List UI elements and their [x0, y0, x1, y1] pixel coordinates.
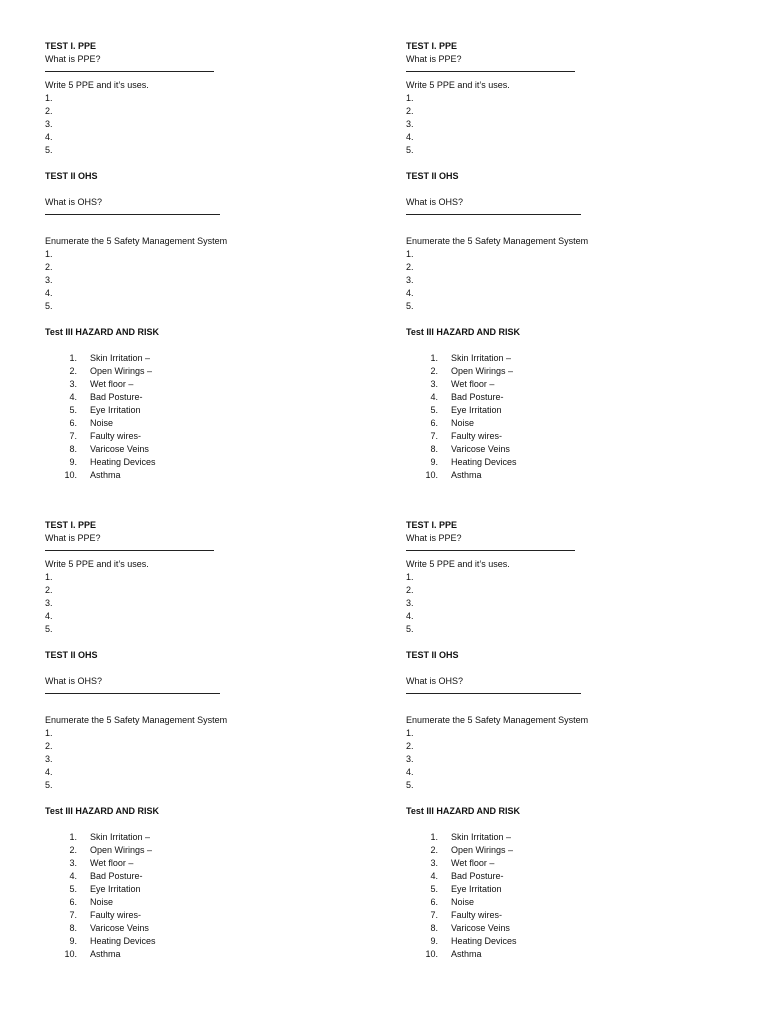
list-number: 4.: [406, 611, 414, 621]
answer-line-ppe: [406, 545, 736, 558]
hazard-item: [406, 844, 736, 857]
hazard-item: [45, 443, 375, 456]
hazard-text: Bad Posture-: [451, 392, 504, 402]
answer-line-ohs: [406, 209, 736, 222]
hazard-number: 1.: [430, 353, 438, 363]
spacer: [406, 183, 736, 196]
hazard-number: 7.: [69, 431, 77, 441]
hazard-text: Open Wirings –: [451, 845, 514, 855]
spacer: [406, 701, 736, 714]
list-number: 1.: [406, 572, 414, 582]
hazard-number: 8.: [69, 923, 77, 933]
hazard-item: [45, 896, 375, 909]
list-number: 5.: [406, 301, 414, 311]
list-number: 3.: [45, 598, 53, 608]
question-what-is-ppe: What is PPE?: [406, 533, 462, 543]
hazard-number: 6.: [430, 418, 438, 428]
hazard-text: Eye Irritation: [451, 884, 502, 894]
hazard-item: [406, 365, 736, 378]
hazard-item: [406, 378, 736, 391]
hazard-item: [45, 430, 375, 443]
hazard-text: Skin Irritation –: [451, 353, 512, 363]
list-number: 4.: [406, 288, 414, 298]
hazard-item: [406, 896, 736, 909]
list-number: 2.: [45, 262, 53, 272]
hazard-text: Bad Posture-: [90, 392, 143, 402]
hazard-number: 7.: [69, 910, 77, 920]
hazard-item: [406, 391, 736, 404]
hazard-text: Varicose Veins: [451, 444, 510, 454]
hazard-number: 4.: [69, 392, 77, 402]
list-number: 1.: [45, 572, 53, 582]
hazard-text: Skin Irritation –: [451, 832, 512, 842]
spacer: [406, 313, 736, 326]
spacer: [45, 339, 375, 352]
hazard-text: Varicose Veins: [90, 923, 149, 933]
list-number: 1.: [45, 249, 53, 259]
ppe-number-list: [45, 571, 375, 636]
spacer: [45, 157, 375, 170]
list-number: 3.: [406, 754, 414, 764]
list-number: 3.: [406, 275, 414, 285]
list-number: 1.: [406, 249, 414, 259]
hazard-text: Bad Posture-: [451, 871, 504, 881]
hazard-item: [406, 857, 736, 870]
question-ppe-uses: Write 5 PPE and it’s uses.: [45, 80, 149, 90]
answer-line-ppe: [45, 545, 375, 558]
list-number: 3.: [406, 598, 414, 608]
test3-title: Test III HAZARD AND RISK: [45, 327, 160, 337]
hazard-item: [45, 883, 375, 896]
list-number: 1.: [45, 93, 53, 103]
hazard-text: Eye Irritation: [90, 884, 141, 894]
list-number: 4.: [45, 132, 53, 142]
hazard-number: 3.: [69, 858, 77, 868]
hazard-number: 7.: [430, 910, 438, 920]
hazard-text: Heating Devices: [90, 936, 156, 946]
hazard-text: Open Wirings –: [451, 366, 514, 376]
hazard-item: [45, 456, 375, 469]
spacer: [45, 662, 375, 675]
ppe-number-list: [45, 92, 375, 157]
sms-number-list: [406, 727, 736, 792]
test1-title: TEST I. PPE: [406, 41, 458, 51]
hazard-number: 9.: [430, 936, 438, 946]
question-what-is-ohs: What is OHS?: [45, 676, 103, 686]
hazard-number: 5.: [69, 884, 77, 894]
hazard-item: [45, 378, 375, 391]
list-number: 4.: [45, 288, 53, 298]
list-number: 4.: [406, 767, 414, 777]
hazard-item: [406, 456, 736, 469]
list-number: 5.: [45, 301, 53, 311]
hazard-number: 4.: [430, 392, 438, 402]
quiz-copy-bottom-right: [406, 519, 736, 961]
list-number: 3.: [45, 119, 53, 129]
question-safety-management: Enumerate the 5 Safety Management System: [45, 236, 228, 246]
hazard-text: Asthma: [451, 949, 482, 959]
spacer: [45, 701, 375, 714]
question-what-is-ohs: What is OHS?: [406, 197, 464, 207]
hazard-number: 3.: [430, 858, 438, 868]
hazard-text: Varicose Veins: [90, 444, 149, 454]
hazard-text: Faulty wires-: [451, 910, 503, 920]
hazard-number: 4.: [69, 871, 77, 881]
list-number: 3.: [45, 754, 53, 764]
hazard-number: 10.: [64, 470, 77, 480]
hazard-item: [406, 831, 736, 844]
hazard-item: [45, 948, 375, 961]
hazard-number: 4.: [430, 871, 438, 881]
spacer: [406, 339, 736, 352]
hazard-list: [45, 831, 375, 961]
list-number: 1.: [406, 728, 414, 738]
hazard-number: 10.: [425, 949, 438, 959]
hazard-number: 5.: [430, 884, 438, 894]
hazard-number: 3.: [69, 379, 77, 389]
answer-line-ppe: [406, 66, 736, 79]
spacer: [406, 818, 736, 831]
hazard-item: [45, 352, 375, 365]
hazard-text: Eye Irritation: [451, 405, 502, 415]
spacer: [406, 792, 736, 805]
hazard-number: 10.: [64, 949, 77, 959]
list-number: 5.: [406, 780, 414, 790]
hazard-text: Asthma: [90, 949, 121, 959]
spacer: [45, 792, 375, 805]
hazard-text: Noise: [90, 897, 114, 907]
test1-title: TEST I. PPE: [45, 520, 97, 530]
hazard-number: 1.: [430, 832, 438, 842]
hazard-item: [45, 922, 375, 935]
hazard-item: [45, 831, 375, 844]
hazard-item: [45, 844, 375, 857]
question-what-is-ohs: What is OHS?: [406, 676, 464, 686]
test2-title: TEST II OHS: [45, 650, 98, 660]
hazard-number: 9.: [430, 457, 438, 467]
hazard-text: Faulty wires-: [90, 910, 142, 920]
question-ppe-uses: Write 5 PPE and it’s uses.: [406, 559, 510, 569]
question-ppe-uses: Write 5 PPE and it’s uses.: [406, 80, 510, 90]
hazard-list: [406, 352, 736, 482]
question-what-is-ppe: What is PPE?: [45, 533, 101, 543]
list-number: 1.: [406, 93, 414, 103]
hazard-number: 5.: [69, 405, 77, 415]
question-safety-management: Enumerate the 5 Safety Management System: [406, 236, 589, 246]
spacer: [45, 636, 375, 649]
answer-line-ppe: [45, 66, 375, 79]
hazard-item: [45, 857, 375, 870]
hazard-text: Open Wirings –: [90, 366, 153, 376]
test3-title: Test III HAZARD AND RISK: [406, 327, 521, 337]
list-number: 3.: [406, 119, 414, 129]
answer-line-ohs: [406, 688, 736, 701]
list-number: 4.: [45, 611, 53, 621]
list-number: 3.: [45, 275, 53, 285]
question-safety-management: Enumerate the 5 Safety Management System: [406, 715, 589, 725]
hazard-item: [45, 365, 375, 378]
hazard-item: [45, 935, 375, 948]
hazard-text: Wet floor –: [451, 858, 495, 868]
hazard-item: [406, 417, 736, 430]
hazard-item: [406, 404, 736, 417]
hazard-number: 10.: [425, 470, 438, 480]
question-what-is-ppe: What is PPE?: [406, 54, 462, 64]
hazard-item: [45, 417, 375, 430]
hazard-list: [406, 831, 736, 961]
ppe-number-list: [406, 571, 736, 636]
spacer: [406, 662, 736, 675]
hazard-text: Asthma: [451, 470, 482, 480]
list-number: 2.: [406, 106, 414, 116]
hazard-number: 8.: [430, 923, 438, 933]
hazard-number: 2.: [69, 366, 77, 376]
hazard-text: Eye Irritation: [90, 405, 141, 415]
hazard-item: [45, 469, 375, 482]
hazard-item: [406, 352, 736, 365]
spacer: [45, 818, 375, 831]
test3-title: Test III HAZARD AND RISK: [406, 806, 521, 816]
answer-line-ohs: [45, 688, 375, 701]
question-what-is-ohs: What is OHS?: [45, 197, 103, 207]
list-number: 5.: [45, 624, 53, 634]
test1-title: TEST I. PPE: [406, 520, 458, 530]
list-number: 5.: [45, 780, 53, 790]
hazard-number: 9.: [69, 936, 77, 946]
hazard-text: Heating Devices: [90, 457, 156, 467]
list-number: 4.: [406, 132, 414, 142]
spacer: [45, 183, 375, 196]
test2-title: TEST II OHS: [406, 650, 459, 660]
spacer: [406, 222, 736, 235]
hazard-number: 5.: [430, 405, 438, 415]
hazard-number: 7.: [430, 431, 438, 441]
hazard-item: [406, 430, 736, 443]
hazard-item: [406, 922, 736, 935]
hazard-text: Asthma: [90, 470, 121, 480]
quiz-copy-bottom-left: [45, 519, 375, 961]
hazard-text: Faulty wires-: [451, 431, 503, 441]
answer-line-ohs: [45, 209, 375, 222]
hazard-number: 8.: [430, 444, 438, 454]
hazard-text: Open Wirings –: [90, 845, 153, 855]
hazard-number: 9.: [69, 457, 77, 467]
hazard-number: 1.: [69, 353, 77, 363]
hazard-item: [406, 443, 736, 456]
hazard-item: [45, 391, 375, 404]
hazard-text: Noise: [451, 418, 475, 428]
list-number: 5.: [45, 145, 53, 155]
list-number: 1.: [45, 728, 53, 738]
hazard-text: Noise: [451, 897, 475, 907]
question-safety-management: Enumerate the 5 Safety Management System: [45, 715, 228, 725]
hazard-item: [406, 469, 736, 482]
hazard-item: [406, 935, 736, 948]
hazard-item: [45, 909, 375, 922]
question-what-is-ppe: What is PPE?: [45, 54, 101, 64]
hazard-text: Noise: [90, 418, 114, 428]
list-number: 4.: [45, 767, 53, 777]
hazard-text: Wet floor –: [451, 379, 495, 389]
sms-number-list: [45, 248, 375, 313]
quiz-copy-top-right: [406, 40, 736, 482]
hazard-number: 2.: [430, 845, 438, 855]
hazard-item: [45, 404, 375, 417]
hazard-text: Heating Devices: [451, 457, 517, 467]
list-number: 5.: [406, 145, 414, 155]
list-number: 2.: [406, 262, 414, 272]
hazard-number: 6.: [69, 418, 77, 428]
hazard-number: 6.: [430, 897, 438, 907]
hazard-text: Skin Irritation –: [90, 832, 151, 842]
list-number: 2.: [45, 106, 53, 116]
hazard-number: 3.: [430, 379, 438, 389]
test2-title: TEST II OHS: [45, 171, 98, 181]
question-ppe-uses: Write 5 PPE and it’s uses.: [45, 559, 149, 569]
hazard-item: [406, 909, 736, 922]
hazard-text: Varicose Veins: [451, 923, 510, 933]
hazard-number: 6.: [69, 897, 77, 907]
hazard-list: [45, 352, 375, 482]
hazard-text: Wet floor –: [90, 379, 134, 389]
test2-title: TEST II OHS: [406, 171, 459, 181]
quiz-copy-top-left: [45, 40, 375, 482]
spacer: [406, 157, 736, 170]
sms-number-list: [45, 727, 375, 792]
sms-number-list: [406, 248, 736, 313]
hazard-number: 1.: [69, 832, 77, 842]
list-number: 5.: [406, 624, 414, 634]
hazard-text: Wet floor –: [90, 858, 134, 868]
spacer: [45, 222, 375, 235]
list-number: 2.: [406, 741, 414, 751]
hazard-item: [406, 883, 736, 896]
hazard-text: Faulty wires-: [90, 431, 142, 441]
hazard-text: Heating Devices: [451, 936, 517, 946]
ppe-number-list: [406, 92, 736, 157]
hazard-item: [45, 870, 375, 883]
hazard-number: 8.: [69, 444, 77, 454]
hazard-item: [406, 870, 736, 883]
hazard-number: 2.: [69, 845, 77, 855]
list-number: 2.: [45, 741, 53, 751]
list-number: 2.: [45, 585, 53, 595]
hazard-text: Skin Irritation –: [90, 353, 151, 363]
hazard-text: Bad Posture-: [90, 871, 143, 881]
spacer: [45, 313, 375, 326]
spacer: [406, 636, 736, 649]
list-number: 2.: [406, 585, 414, 595]
hazard-item: [406, 948, 736, 961]
test1-title: TEST I. PPE: [45, 41, 97, 51]
hazard-number: 2.: [430, 366, 438, 376]
test3-title: Test III HAZARD AND RISK: [45, 806, 160, 816]
